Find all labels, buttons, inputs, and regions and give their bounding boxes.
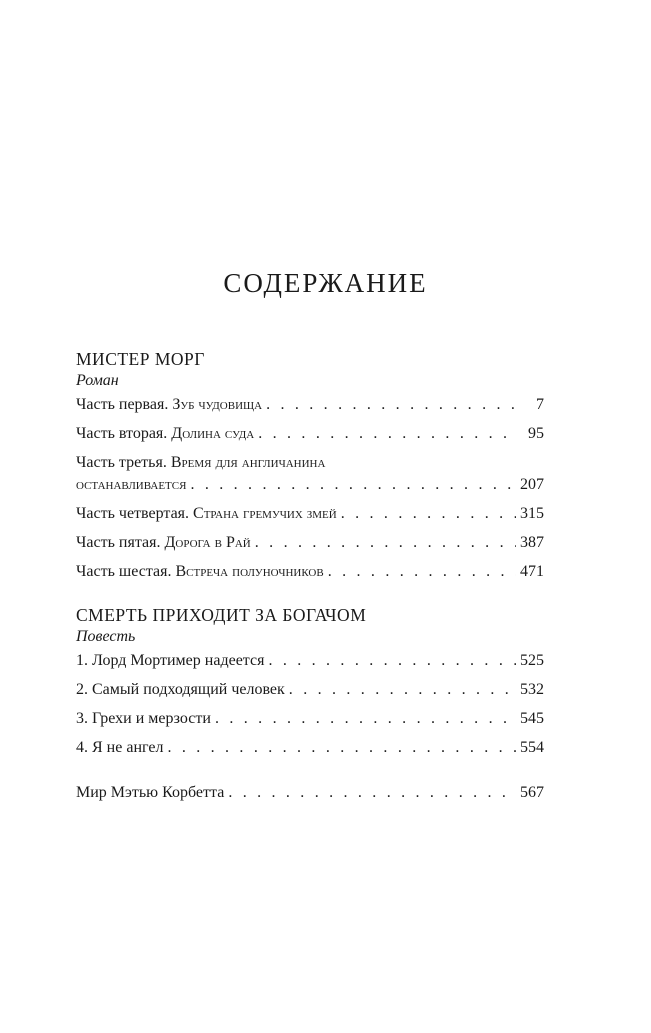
entry-title: Встреча полуночников <box>175 563 324 580</box>
toc-title: СОДЕРЖАНИЕ <box>223 268 428 298</box>
entry-label: Часть пятая. <box>76 534 161 551</box>
entry-label: Часть шестая. <box>76 563 172 580</box>
toc-entry[interactable] <box>76 561 544 583</box>
page-number: 525 <box>520 652 544 669</box>
toc-entries <box>76 394 544 583</box>
section-title: СМЕРТЬ ПРИХОДИТ ЗА БОГАЧОМ <box>76 605 367 625</box>
entry-line-1 <box>76 452 544 474</box>
entry-label: Часть первая. <box>76 396 169 413</box>
toc-entry[interactable] <box>76 650 544 672</box>
dot-leader <box>190 474 516 496</box>
section-title: МИСТЕР МОРГ <box>76 349 205 369</box>
page-number: 567 <box>520 784 544 801</box>
page-number: 532 <box>520 681 544 698</box>
entry-label: 1. Лорд Мортимер надеется <box>76 652 265 669</box>
toc-entries <box>76 650 544 759</box>
page-number: 207 <box>520 476 544 493</box>
entry-title: Долина суда <box>171 425 255 442</box>
dot-leader <box>258 423 518 445</box>
dot-leader <box>167 737 516 759</box>
dot-leader <box>289 679 516 701</box>
toc-entry[interactable] <box>76 503 544 525</box>
entry-line-2 <box>76 474 544 496</box>
entry-title-continued: останавливается <box>76 476 187 493</box>
toc-entry[interactable] <box>76 782 544 804</box>
entry-title: Дорога в Рай <box>164 534 251 551</box>
entry-label: Часть четвертая. <box>76 505 190 522</box>
toc-entry[interactable] <box>76 394 544 416</box>
entry-title: Время для англичанина <box>170 454 326 471</box>
page-number: 95 <box>528 425 544 442</box>
toc-section-world <box>76 782 544 811</box>
entry-label: Часть третья. <box>76 454 167 471</box>
entry-label: Мир Мэтью Корбетта <box>76 784 225 801</box>
entry-label: 3. Грехи и мерзости <box>76 710 211 727</box>
dot-leader <box>341 503 516 525</box>
entry-label: 2. Самый подходящий человек <box>76 681 285 698</box>
toc-entry[interactable] <box>76 708 544 730</box>
toc-entry[interactable] <box>76 532 544 554</box>
entry-label: Часть вторая. <box>76 425 168 442</box>
dot-leader <box>255 532 516 554</box>
page-number: 7 <box>536 396 544 413</box>
dot-leader <box>215 708 516 730</box>
toc-entry[interactable] <box>76 423 544 445</box>
section-subtitle: Роман <box>76 372 119 389</box>
dot-leader <box>266 394 518 416</box>
section-subtitle: Повесть <box>76 628 136 645</box>
toc-section-death-comes <box>76 604 544 766</box>
toc-entry[interactable] <box>76 679 544 701</box>
entry-title: Страна гремучих змей <box>193 505 337 522</box>
page-number: 315 <box>520 505 544 522</box>
dot-leader <box>328 561 516 583</box>
page-number: 545 <box>520 710 544 727</box>
page-number: 387 <box>520 534 544 551</box>
entry-title: Зуб чудовища <box>172 396 263 413</box>
toc-entry[interactable] <box>76 737 544 759</box>
dot-leader <box>228 782 516 804</box>
dot-leader <box>268 650 516 672</box>
page-number: 471 <box>520 563 544 580</box>
toc-entries <box>76 782 544 804</box>
toc-entry[interactable] <box>76 452 544 496</box>
page-number: 554 <box>520 739 544 756</box>
entry-label: 4. Я не ангел <box>76 739 164 756</box>
toc-section-mister-morg <box>76 348 544 590</box>
